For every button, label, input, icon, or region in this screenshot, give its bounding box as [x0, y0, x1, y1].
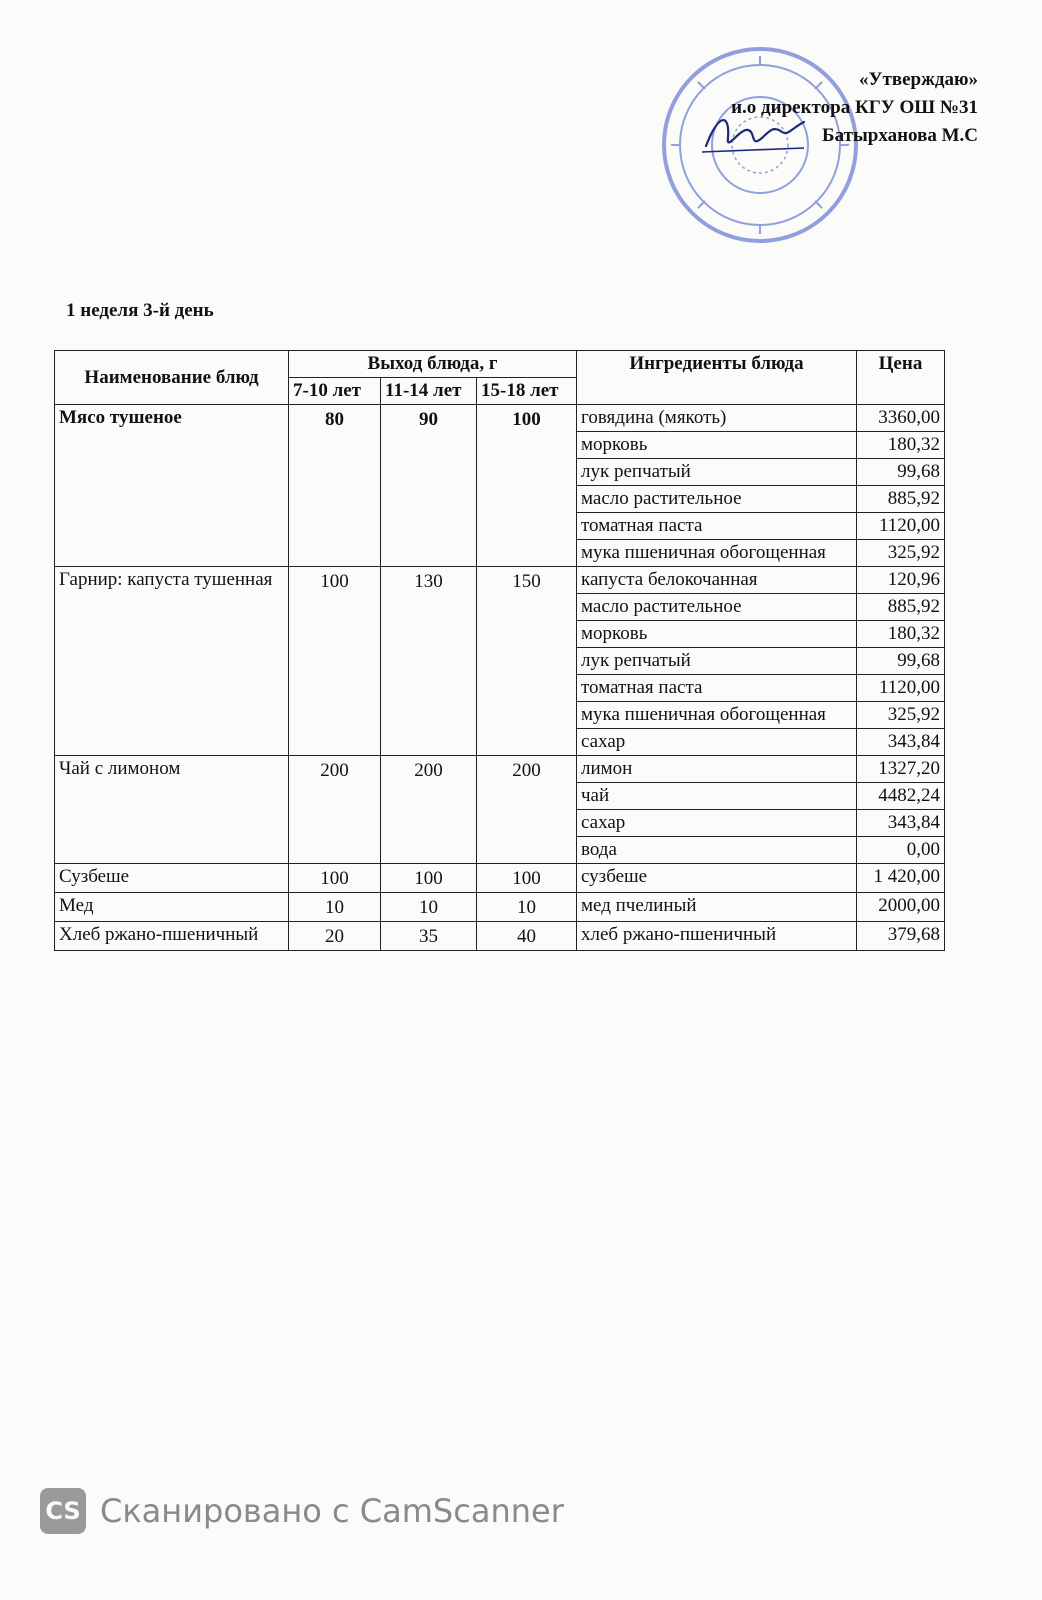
dish-yield-y1-cell: 200 [289, 756, 381, 864]
ingredient-name-cell: масло растительное [577, 594, 857, 621]
dish-yield-y3-cell: 150 [477, 567, 577, 756]
approval-signatory: Батырханова М.С [822, 125, 978, 146]
ingredient-name-cell: сахар [577, 729, 857, 756]
dish-yield-y2-cell: 35 [381, 922, 477, 951]
camscanner-watermark [40, 1488, 564, 1534]
dish-yield-y3-cell: 100 [477, 864, 577, 893]
table-row [55, 756, 945, 783]
table-row [55, 893, 945, 922]
ingredient-price-cell: 1327,20 [857, 756, 945, 783]
table-row [55, 405, 945, 432]
dish-yield-y3-cell: 40 [477, 922, 577, 951]
header-dish-name: Наименование блюд [55, 351, 289, 405]
table-row [55, 922, 945, 951]
ingredient-price-cell: 2000,00 [857, 893, 945, 922]
ingredient-name-cell: масло растительное [577, 486, 857, 513]
table-row [55, 567, 945, 594]
dish-name-cell: Мед [55, 893, 289, 922]
approval-title: «Утверждаю» [859, 69, 978, 90]
header-yield: Выход блюда, г [289, 351, 577, 378]
dish-name-cell: Гарнир: капуста тушенная [55, 567, 289, 756]
ingredient-price-cell: 885,92 [857, 594, 945, 621]
ingredient-name-cell: лук репчатый [577, 648, 857, 675]
ingredient-name-cell: лук репчатый [577, 459, 857, 486]
ingredient-name-cell: морковь [577, 432, 857, 459]
ingredient-price-cell: 885,92 [857, 486, 945, 513]
ingredient-price-cell: 1120,00 [857, 675, 945, 702]
dish-yield-y1-cell: 10 [289, 893, 381, 922]
ingredient-price-cell: 99,68 [857, 648, 945, 675]
dish-yield-y2-cell: 10 [381, 893, 477, 922]
ingredient-name-cell: морковь [577, 621, 857, 648]
ingredient-name-cell: лимон [577, 756, 857, 783]
dish-yield-y2-cell: 100 [381, 864, 477, 893]
ingredient-name-cell: сузбеше [577, 864, 857, 893]
ingredient-name-cell: мед пчелиный [577, 893, 857, 922]
watermark-text: Сканировано с CamScanner [100, 1492, 564, 1530]
dish-yield-y1-cell: 100 [289, 864, 381, 893]
menu-table [54, 350, 945, 951]
dish-yield-y2-cell: 200 [381, 756, 477, 864]
dish-yield-y1-cell: 100 [289, 567, 381, 756]
ingredient-price-cell: 1120,00 [857, 513, 945, 540]
dish-yield-y2-cell: 90 [381, 405, 477, 567]
dish-yield-y3-cell: 10 [477, 893, 577, 922]
menu-day-title: 1 неделя 3-й день [66, 300, 214, 321]
ingredient-name-cell: томатная паста [577, 513, 857, 540]
dish-yield-y3-cell: 200 [477, 756, 577, 864]
ingredient-price-cell: 379,68 [857, 922, 945, 951]
ingredient-price-cell: 4482,24 [857, 783, 945, 810]
header-age-15-18: 15-18 лет [477, 378, 577, 405]
menu-table-body [55, 405, 945, 951]
dish-yield-y1-cell: 20 [289, 922, 381, 951]
dish-yield-y3-cell: 100 [477, 405, 577, 567]
ingredient-name-cell: говядина (мякоть) [577, 405, 857, 432]
table-row [55, 864, 945, 893]
ingredient-name-cell: вода [577, 837, 857, 864]
header-ingredients: Ингредиенты блюда [577, 351, 857, 405]
ingredient-price-cell: 180,32 [857, 621, 945, 648]
dish-name-cell: Мясо тушеное [55, 405, 289, 567]
ingredient-name-cell: мука пшеничная обогощенная [577, 540, 857, 567]
dish-yield-y2-cell: 130 [381, 567, 477, 756]
dish-name-cell: Хлеб ржано-пшеничный [55, 922, 289, 951]
ingredient-price-cell: 120,96 [857, 567, 945, 594]
ingredient-name-cell: сахар [577, 810, 857, 837]
ingredient-price-cell: 1 420,00 [857, 864, 945, 893]
ingredient-price-cell: 343,84 [857, 729, 945, 756]
approval-position: и.о директора КГУ ОШ №31 [731, 97, 978, 118]
ingredient-price-cell: 3360,00 [857, 405, 945, 432]
ingredient-price-cell: 0,00 [857, 837, 945, 864]
ingredient-name-cell: томатная паста [577, 675, 857, 702]
dish-name-cell: Сузбеше [55, 864, 289, 893]
ingredient-price-cell: 99,68 [857, 459, 945, 486]
ingredient-price-cell: 180,32 [857, 432, 945, 459]
ingredient-price-cell: 343,84 [857, 810, 945, 837]
table-header-row [55, 351, 945, 378]
header-age-11-14: 11-14 лет [381, 378, 477, 405]
ingredient-name-cell: капуста белокочанная [577, 567, 857, 594]
ingredient-price-cell: 325,92 [857, 702, 945, 729]
ingredient-name-cell: мука пшеничная обогощенная [577, 702, 857, 729]
dish-yield-y1-cell: 80 [289, 405, 381, 567]
ingredient-price-cell: 325,92 [857, 540, 945, 567]
header-age-7-10: 7-10 лет [289, 378, 381, 405]
camscanner-logo: CS [40, 1488, 86, 1534]
ingredient-name-cell: хлеб ржано-пшеничный [577, 922, 857, 951]
ingredient-name-cell: чай [577, 783, 857, 810]
dish-name-cell: Чай с лимоном [55, 756, 289, 864]
approval-block [731, 66, 978, 150]
header-price: Цена [857, 351, 945, 405]
